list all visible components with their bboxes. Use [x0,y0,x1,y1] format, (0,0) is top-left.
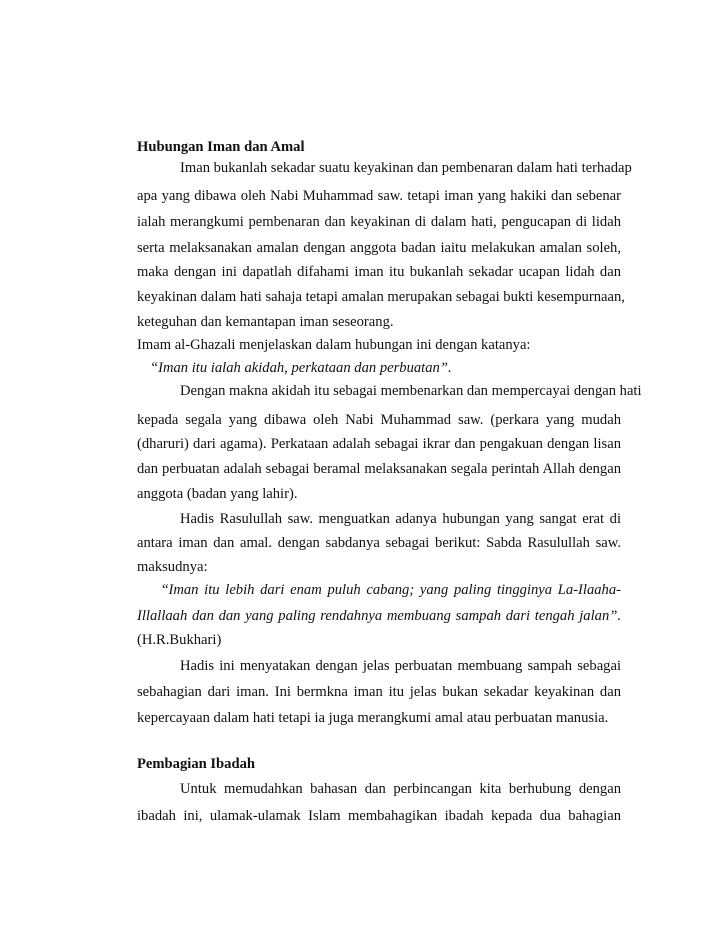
open-quote: “ [162,582,169,598]
quote-line: “Iman itu ialah akidah, perkataan dan perbuatan”. [150,360,452,376]
paragraph-line: kepada segala yang dibawa oleh Nabi Muhammad saw. (perkara yang mudah [137,412,621,428]
paragraph-line: Hadis ini menyatakan dengan jelas perbuatan membuang sampah sebagai [180,658,621,674]
hadith-line [162,580,621,600]
paragraph-line: keteguhan dan kemantapan iman seseorang. [137,314,394,330]
paragraph-line: Dengan makna akidah itu sebagai membenarkan dan mempercayai dengan hati [180,383,642,399]
paragraph-line: antara iman dan amal. dengan sabdanya sebagai berikut: Sabda Rasulullah saw. [137,535,621,551]
paragraph-line: Hadis Rasulullah saw. menguatkan adanya hubungan yang sangat erat di [180,511,621,527]
section-heading: Pembagian Ibadah [137,756,255,772]
paragraph-line: Imam al-Ghazali menjelaskan dalam hubungan ini dengan katanya: [137,337,531,353]
paragraph-line: maksudnya: [137,559,208,575]
paragraph-line: Iman bukanlah sekadar suatu keyakinan dan pembenaran dalam hati terhadap [180,160,632,176]
paragraph-line: kepercayaan dalam hati tetapi ia juga merangkumi amal atau perbuatan manusia. [137,710,609,726]
paragraph-line: sebahagian dari iman. Ini bermkna iman itu jelas bukan sekadar keyakinan dan [137,684,621,700]
paragraph-line: anggota (badan yang lahir). [137,486,298,502]
paragraph-line: (dharuri) dari agama). Perkataan adalah sebagai ikrar dan pengakuan dengan lisan [137,436,621,452]
section-heading: Hubungan Iman dan Amal [137,139,305,155]
hadith-line: Illallaah dan dan yang paling rendahnya membuang sampah dari tengah jalan”. [137,608,621,624]
paragraph-line: apa yang dibawa oleh Nabi Muhammad saw. tetapi iman yang hakiki dan sebenar [137,188,621,204]
paragraph-line: ialah merangkumi pembenaran dan keyakinan di dalam hati, pengucapan di lidah [137,214,621,230]
paragraph-line: maka dengan ini dapatlah difahami iman itu bukanlah sekadar ucapan lidah dan [137,264,621,280]
paragraph-line: keyakinan dalam hati sahaja tetapi amalan merupakan sebagai bukti kesempurnaan, [137,289,625,305]
paragraph-line: dan perbuatan adalah sebagai beramal melaksanakan segala perintah Allah dengan [137,461,621,477]
paragraph-line: Untuk memudahkan bahasan dan perbincangan kita berhubung dengan [180,781,621,797]
hadith-text: Iman itu lebih dari enam puluh cabang; yang paling tingginya La-Ilaaha- [168,582,621,598]
paragraph-line: serta melaksanakan amalan dengan anggota badan iaitu melakukan amalan soleh, [137,240,621,256]
citation: (H.R.Bukhari) [137,632,222,648]
paragraph-line: ibadah ini, ulamak-ulamak Islam membahagikan ibadah kepada dua bahagian [137,808,621,824]
